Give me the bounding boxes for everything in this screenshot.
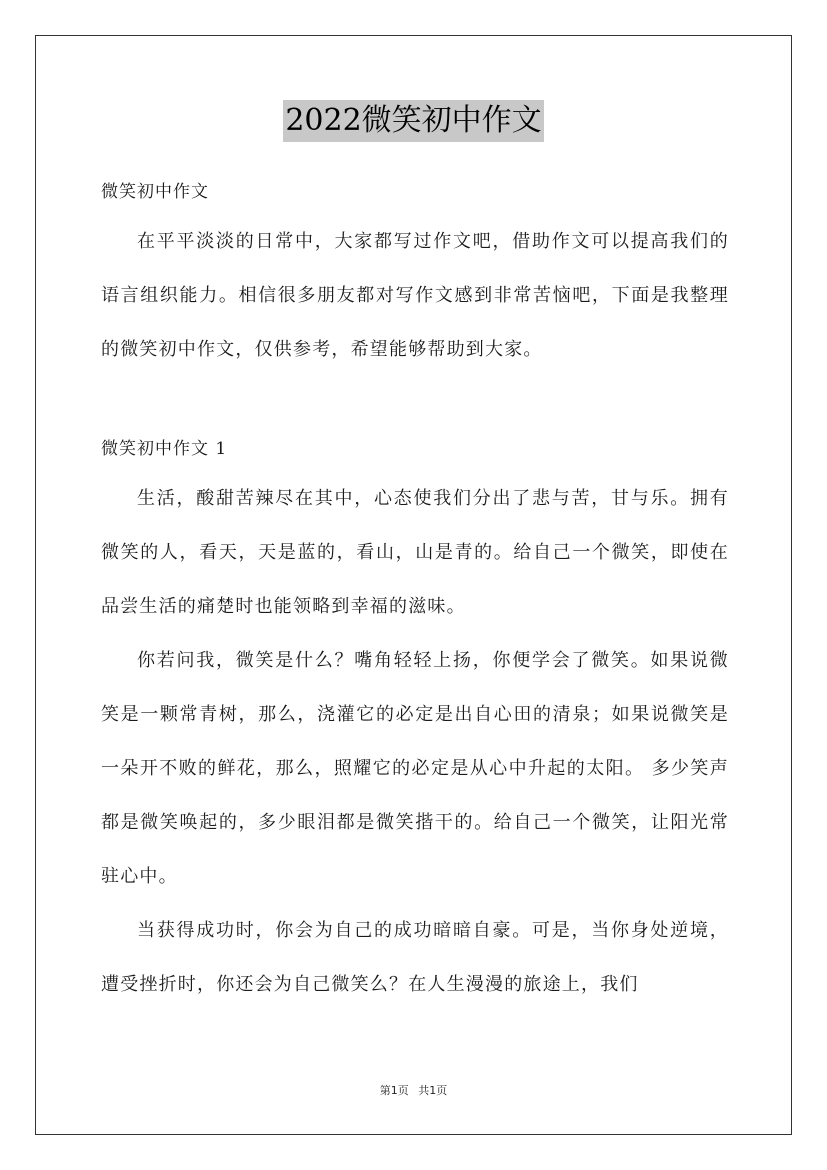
page-total: 共1页 (418, 1084, 448, 1097)
document-body (101, 170, 729, 1012)
title-container (0, 100, 827, 142)
body-paragraph-3: 当获得成功时，你会为自己的成功暗暗自豪。可是，当你身处逆境，遭受挫折时，你还会为自己微笑么？在人生漫漫的旅途上，我们 (101, 920, 729, 995)
body-paragraph-2: 你若问我，微笑是什么？嘴角轻轻上扬，你便学会了微笑。如果说微笑是一颗常青树，那么，浇灌它的必定是出自心田的清泉；如果说微笑是一朵开不败的鲜花，那么，照耀它的必定是从心中升起的太阳。 多少笑声都是微笑唤起的，多少眼泪都是微笑揩干的。给自己一个微笑，让阳光常驻心中。 (101, 650, 729, 887)
document-subtitle: 微笑初中作文 (101, 182, 209, 202)
page-number: 第1页 (379, 1084, 409, 1097)
intro-paragraph: 在平平淡淡的日常中，大家都写过作文吧，借助作文可以提高我们的语言组织能力。相信很多朋友都对写作文感到非常苦恼吧，下面是我整理的微笑初中作文，仅供参考，希望能够帮助到大家。 (101, 231, 729, 360)
document-title: 2022微笑初中作文 (283, 100, 543, 142)
body-paragraph-1: 生活，酸甜苦辣尽在其中，心态使我们分出了悲与苦，甘与乐。拥有微笑的人，看天，天是蓝的，看山，山是青的。给自己一个微笑，即使在品尝生活的痛楚时也能领略到幸福的滋味。 (101, 488, 729, 617)
section-gap (101, 377, 729, 427)
page-footer (0, 1082, 827, 1098)
section-heading: 微笑初中作文 1 (101, 439, 228, 459)
